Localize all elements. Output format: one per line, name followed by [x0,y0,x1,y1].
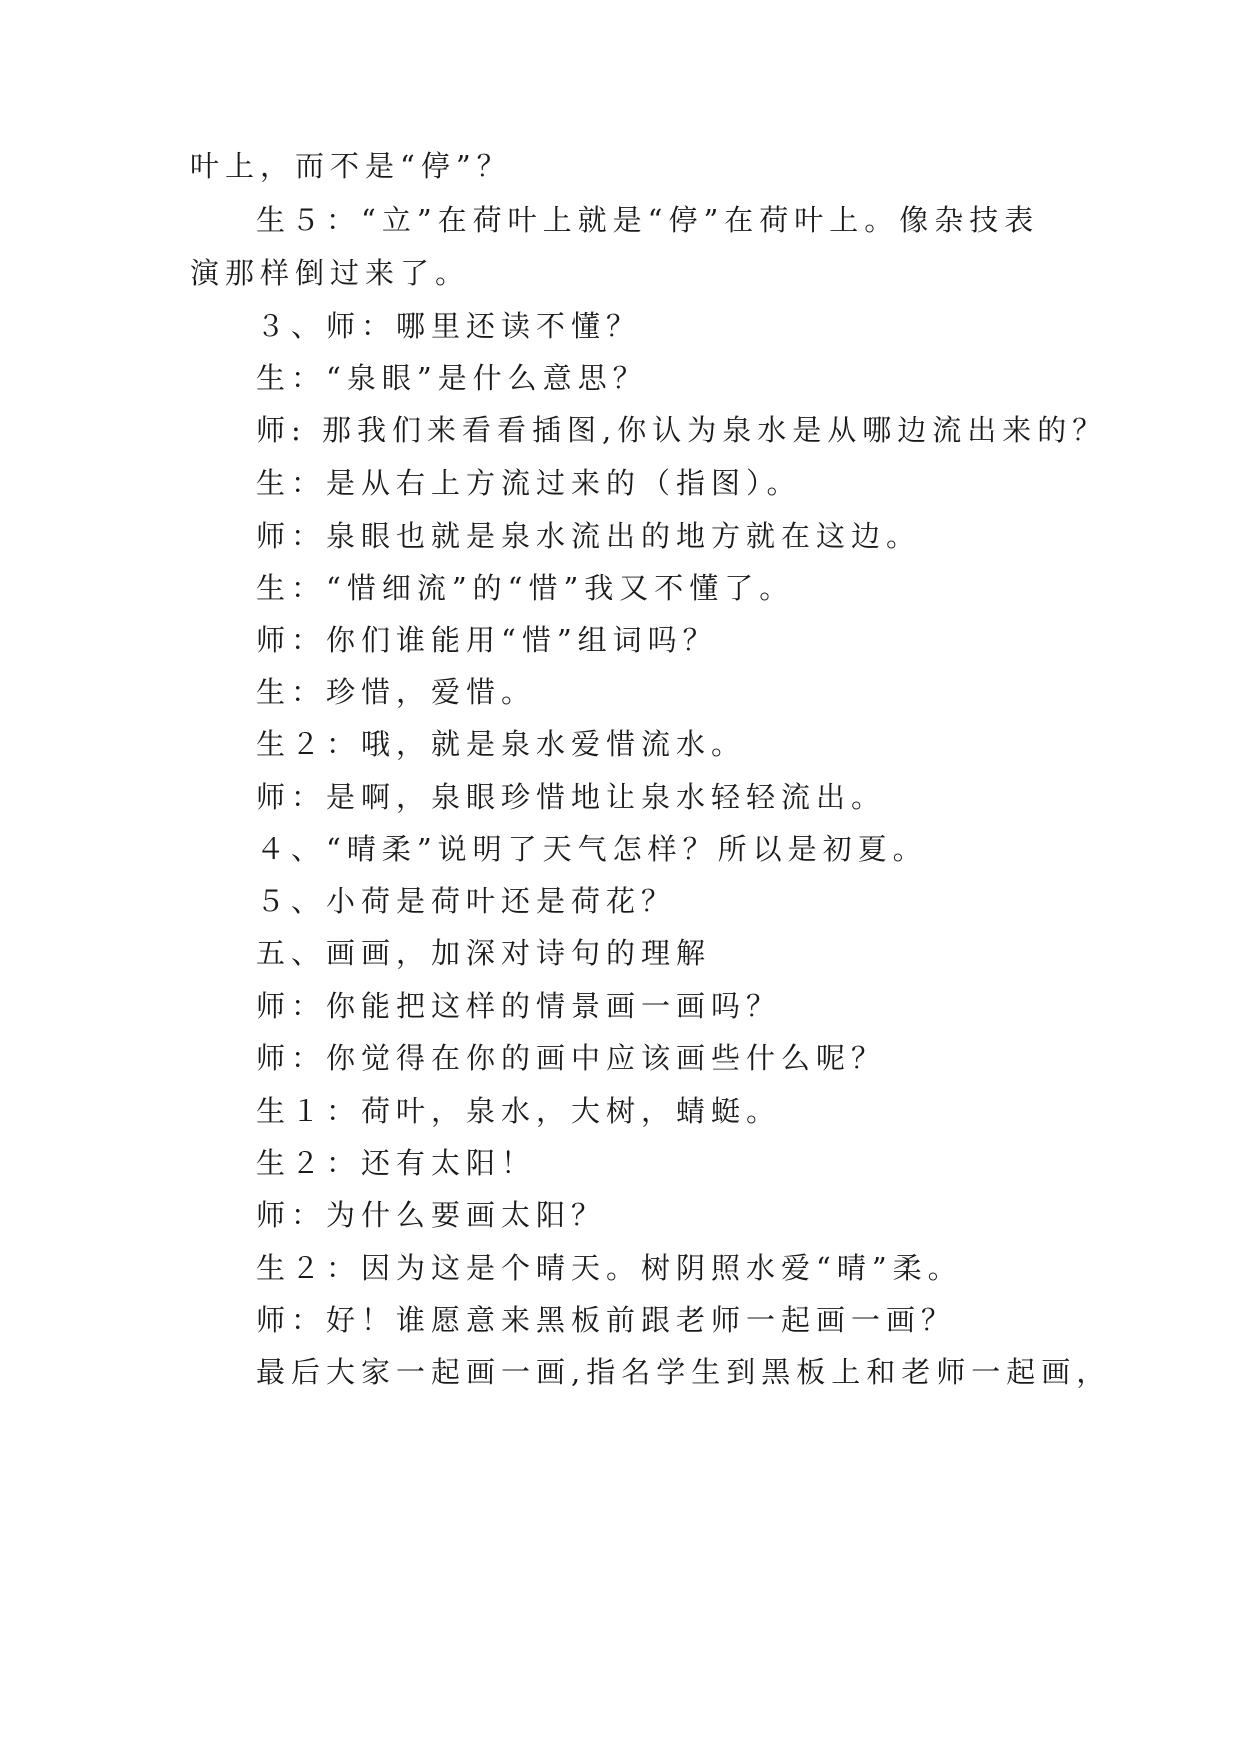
text-line: 生２：还有太阳！ [256,1146,537,1180]
text-line: 师：泉眼也就是泉水流出的地方就在这边。 [256,519,922,553]
text-line: ４、“晴柔”说明了天气怎样？所以是初夏。 [256,832,928,866]
text-line: 生：“惜细流”的“惜”我又不懂了。 [256,571,795,605]
text-line: 生：珍惜，爱惜。 [256,675,537,709]
text-line: 师：好！谁愿意来黑板前跟老师一起画一画？ [256,1303,957,1337]
text-line: 五、画画，加深对诗句的理解 [256,936,712,970]
text-line: 师：是啊，泉眼珍惜地让泉水轻轻流出。 [256,780,887,814]
text-line: 演那样倒过来了。 [190,256,471,290]
text-line: 师：你能把这样的情景画一画吗？ [256,989,782,1023]
text-line: 生２：哦，就是泉水爱惜流水。 [256,727,747,761]
text-line: 师：为什么要画太阳？ [256,1198,607,1232]
text-line: 生１：荷叶，泉水，大树，蜻蜓。 [256,1094,782,1128]
text-line: 生：“泉眼”是什么意思？ [256,361,648,395]
text-line: ５、小荷是荷叶还是荷花？ [256,884,677,918]
text-line: 生５：“立”在荷叶上就是“停”在荷叶上。像杂技表 [256,203,1040,237]
text-line: 师：你们谁能用“惜”组词吗？ [256,623,718,657]
text-line: 师：你觉得在你的画中应该画些什么呢？ [256,1041,887,1075]
text-line: 生２：因为这是个晴天。树阴照水爱“晴”柔。 [256,1251,963,1285]
text-line: ３、师：哪里还读不懂？ [256,309,642,343]
text-line: 生：是从右上方流过来的（指图）。 [256,466,802,500]
text-line: 叶上，而不是“停”？ [190,149,512,183]
text-line: 最后大家一起画一画,指名学生到黑板上和老师一起画， [256,1355,1112,1389]
text-line: 师: 那我们来看看插图,你认为泉水是从哪边流出来的？ [256,413,1108,447]
